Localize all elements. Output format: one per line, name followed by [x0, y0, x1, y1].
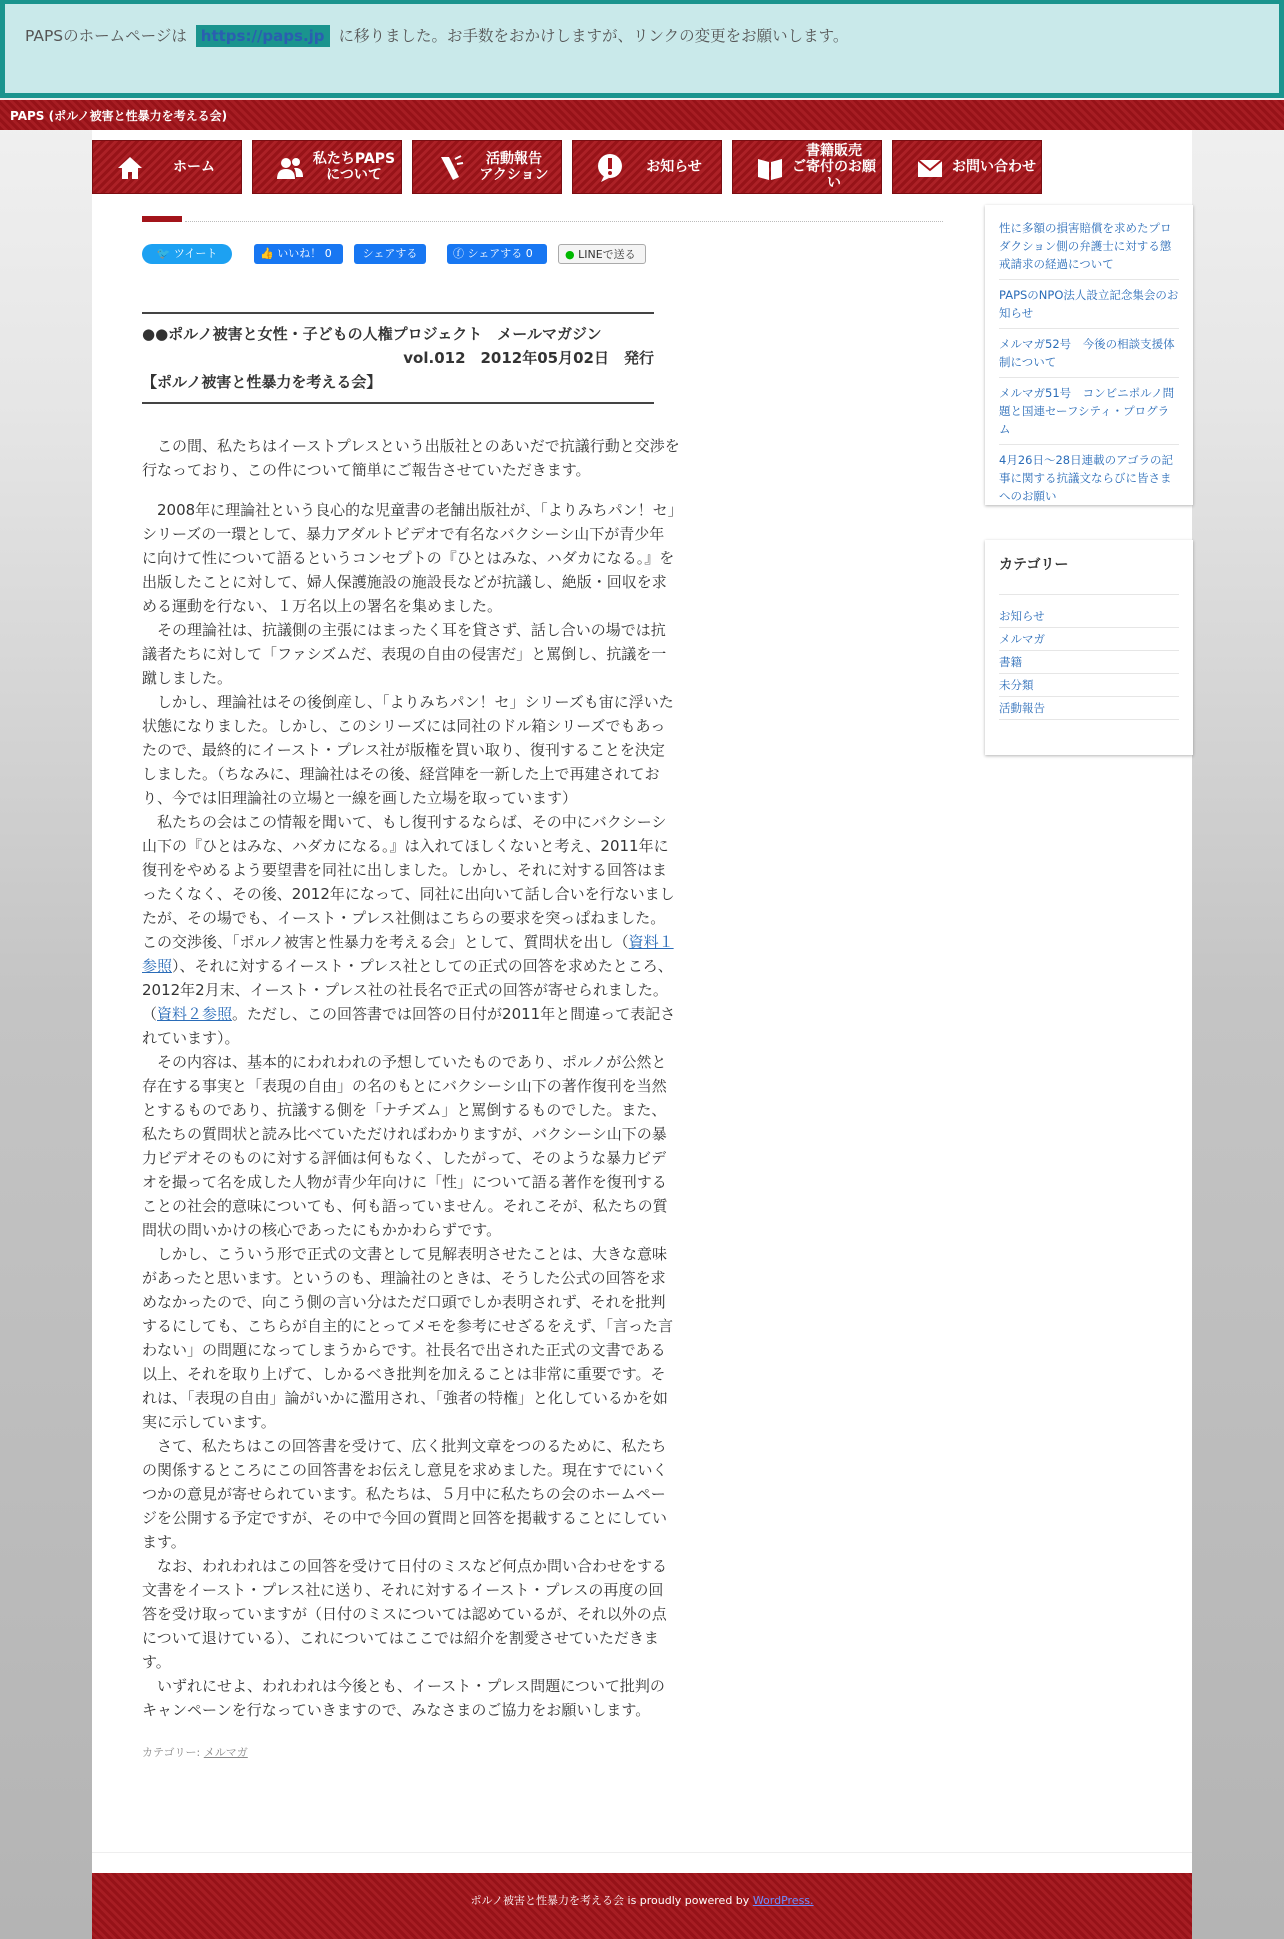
paragraph-8: [142, 1554, 677, 1674]
category-item[interactable]: 活動報告: [999, 697, 1179, 720]
like-label: いいね！ 0: [277, 247, 332, 260]
nav-books[interactable]: [732, 140, 882, 194]
nav-about[interactable]: [252, 140, 402, 194]
site-footer: [92, 1873, 1192, 1939]
notice-text: [25, 24, 848, 47]
post-title-divider: [185, 221, 943, 222]
line-send-button[interactable]: [558, 244, 646, 264]
paragraph-1: [142, 498, 677, 618]
twitter-icon: 🐦: [156, 247, 171, 260]
paragraph-5: [142, 1050, 677, 1242]
article-main-text: [142, 498, 677, 1722]
paragraph-3: [142, 690, 677, 810]
paragraph-9-text: いずれにせよ、われわれは今後とも、イースト・プレス問題について批判のキャンペーンを行なっていきますので、みなさまのご協力をお願いします。: [142, 1677, 665, 1719]
nav-activity-label: 活動報告 アクション: [479, 151, 549, 183]
facebook-icon: ⓕ: [453, 247, 464, 260]
paragraph-2: [142, 618, 677, 690]
paragraph-6-text: しかし、こういう形で正式の文書として見解表明させたことは、大きな意味があったと思います。というのも、理論社のときは、そうした公式の回答を求めなかったので、向こう側の言い分はただ口頭でしか表明されず、それを批判するにしても、こちらが自主的にとってメモを参考にせざるをえず、「言った言わない」の問題になってしまうからです。社長名で出された正式の文書である以上、それを取り上げて、しかるべき批判を加えることは非常に重要です。それは、「表現の自由」論がいかに濫用され、「強者の特権」と化しているかを如実に示しています。: [142, 1245, 674, 1431]
paragraph-1-text: 2008年に理論社という良心的な児童書の老舗出版社が、「よりみちパン！セ」シリーズの一環として、暴力アダルトビデオで有名なバクシーシ山下が青少年に向けて性について語るというコンセプトの『ひとはみな、ハダカになる。』を出版したことに対して、婦人保護施設の施設長などが抗議し、絶版・回収を求める運動を行ない、１万名以上の署名を集めました。: [142, 501, 676, 615]
paragraph-7-text: さて、私たちはこの回答書を受けて、広く批判文章をつのるために、私たちの関係するところにこの回答書をお伝えし意見を求めました。現在すでにいくつかの意見が寄せられています。私たちは、５月中に私たちの会のホームページを公開する予定ですが、その中で今回の質問と回答を掲載することにしています。: [142, 1437, 668, 1551]
nav-home[interactable]: [92, 140, 242, 194]
paragraph-7: [142, 1434, 677, 1554]
category-item[interactable]: 未分類: [999, 674, 1179, 697]
notice-link[interactable]: https://paps.jp: [196, 25, 330, 47]
notice-prefix: PAPSのホームページは: [25, 27, 187, 45]
categories-widget: [985, 540, 1193, 755]
mag-rule-bottom: [142, 402, 654, 404]
nav-news[interactable]: [572, 140, 722, 194]
reference-2-link[interactable]: 資料２参照: [157, 1005, 233, 1023]
mag-organization: 【ポルノ被害と性暴力を考える会】: [142, 373, 382, 391]
paragraph-4: [142, 810, 677, 1050]
recent-post-link[interactable]: 4月26日〜28日連載のアゴラの記事に関する抗議文ならびに皆さまへのお願い: [999, 453, 1174, 503]
footer-divider: [92, 1852, 1192, 1853]
wordpress-link[interactable]: WordPress.: [752, 1894, 814, 1907]
facebook-share-count-button[interactable]: [447, 244, 547, 264]
paragraph-intro: [142, 434, 682, 482]
notice-banner: [0, 0, 1284, 98]
main-navigation: [92, 140, 1092, 196]
share-label: シェアする: [362, 247, 418, 260]
tweet-button[interactable]: [142, 244, 232, 264]
nav-contact[interactable]: [892, 140, 1042, 194]
nav-home-label: ホーム: [173, 159, 215, 175]
thumbs-up-icon: 👍: [260, 247, 274, 260]
notice-suffix: に移りました。お手数をおかけしますが、リンクの変更をお願いします。: [338, 27, 849, 45]
category-item[interactable]: お知らせ: [999, 605, 1179, 628]
paragraph-5-text: その内容は、基本的にわれわれの予想していたものであり、ポルノが公然と存在する事実と「表現の自由」の名のもとにバクシーシ山下の著作復刊を当然とするものであり、抗議する側を「ナチズム」と罵倒するものでした。また、私たちの質問状と読み比べていただければわかりますが、バクシーシ山下の暴力ビデオそのものに対する評価は何もなく、したがって、そのような暴力ビデオを撮って名を成した人物が青少年向けに「性」について語る著作を復刊することの社会的意味についても、何も語っていません。それこそが、私たちの質問状の問いかけの核心であったにもかかわらずです。: [142, 1053, 668, 1239]
mag-title: ●●ポルノ被害と女性・子どもの人権プロジェクト メールマガジン: [142, 325, 602, 343]
paragraph-8-text: なお、われわれはこの回答を受けて日付のミスなど何点か問い合わせをする文書をイースト・プレス社に送り、それに対するイースト・プレスの再度の回答を受け取っていますが（日付のミスについては認めているが、それ以外の点について退けている）、これについてはここでは紹介を割愛させていただきます。: [142, 1557, 668, 1671]
book-icon: [755, 153, 785, 183]
category-item[interactable]: メルマガ: [999, 628, 1179, 651]
paragraph-3-text: しかし、理論社はその後倒産し、「よりみちパン！セ」シリーズも宙に浮いた状態になりました。しかし、このシリーズには同社のドル箱シリーズでもあったので、最終的にイースト・プレス社が版権を買い取り、復刊することを決定しました。（ちなみに、理論社はその後、経営陣を一新した上で再建されており、今では旧理論社の立場と一線を画した立場を取っています）: [142, 693, 674, 807]
post-body: [142, 300, 722, 1760]
paragraph-4-text-c: 。ただし、この回答書では回答の日付が2011年と間違って表記されています）。: [142, 1005, 676, 1047]
paragraph-2-text: その理論社は、抗議側の主張にはまったく耳を貸さず、話し合いの場では抗議者たちに対して「ファシズムだ、表現の自由の侵害だ」と罵倒し、抗議を一蹴しました。: [142, 621, 667, 687]
line-icon: ●: [565, 248, 575, 261]
category-label: カテゴリー:: [142, 1746, 201, 1759]
nav-contact-label: お問い合わせ: [952, 159, 1036, 175]
paragraph-4-text-a: 私たちの会はこの情報を聞いて、もし復刊するならば、その中にバクシーシ山下の『ひとはみな、ハダカになる。』は入れてほしくないと考え、2011年に復刊をやめるよう要望書を同社に出しました。しかし、それに対する回答はまったくなく、その後、2012年になって、同社に出向いて話し合いを行ないましたが、その場でも、イースト・プレス社側はこちらの要求を突っぱねました。この交渉後、「ポルノ被害と性暴力を考える会」として、質問状を出し（: [142, 813, 675, 951]
facebook-share-button[interactable]: [354, 244, 426, 264]
post-category: [142, 1744, 722, 1760]
home-icon: [115, 153, 145, 183]
mail-icon: [915, 153, 945, 183]
recent-post-link[interactable]: 性に多額の損害賠償を求めたプロダクション側の弁護士に対する懲戒請求の経過について: [999, 205, 1179, 280]
category-item[interactable]: 書籍: [999, 651, 1179, 674]
paragraph-6: [142, 1242, 677, 1434]
categories-list: [985, 595, 1193, 720]
paragraph-9: [142, 1674, 677, 1722]
nav-news-label: お知らせ: [646, 159, 702, 175]
categories-title: カテゴリー: [999, 540, 1179, 595]
site-title[interactable]: PAPS (ポルノ被害と性暴力を考える会): [10, 109, 228, 123]
mag-rule-top: [142, 312, 654, 314]
recent-posts-widget: [985, 205, 1193, 505]
recent-post-link[interactable]: メルマガ52号 今後の相談支援体制について: [999, 329, 1179, 378]
site-title-bar: [0, 100, 1284, 130]
facebook-like-button[interactable]: [254, 244, 343, 264]
share-count-label: シェアする 0: [467, 247, 533, 260]
nav-activity[interactable]: [412, 140, 562, 194]
footer-text: ポルノ被害と性暴力を考える会 is proudly powered by: [470, 1894, 750, 1907]
recent-post-link[interactable]: PAPSのNPO法人設立記念集会のお知らせ: [999, 280, 1179, 329]
people-icon: [275, 153, 305, 183]
exclamation-icon: [595, 153, 625, 183]
post-title-accent: [142, 216, 182, 222]
tweet-label: ツイート: [173, 247, 218, 260]
mag-volume: vol.012 2012年05月02日 発行: [403, 349, 654, 367]
reference-1-link[interactable]: 資料１参照: [142, 933, 674, 975]
nav-about-label: 私たちPAPS について: [312, 151, 396, 183]
recent-post-link[interactable]: メルマガ51号 コンビニポルノ問題と国連セーフシティ・プログラム: [999, 378, 1179, 445]
paragraph-4-text-b: ）、それに対するイースト・プレス社としての正式の回答を求めたところ、2012年2月末、イースト・プレス社の社長名で正式の回答が寄せられました。（: [142, 957, 673, 1023]
line-label: LINEで送る: [578, 248, 636, 261]
intro-text: この間、私たちはイーストプレスという出版社とのあいだで抗議行動と交渉を行なっており、この件について簡単にご報告させていただきます。: [142, 437, 680, 479]
megaphone-icon: [435, 153, 465, 183]
nav-books-label: 書籍販売 ご寄付のお願い: [792, 143, 876, 191]
category-link[interactable]: メルマガ: [203, 1746, 248, 1759]
